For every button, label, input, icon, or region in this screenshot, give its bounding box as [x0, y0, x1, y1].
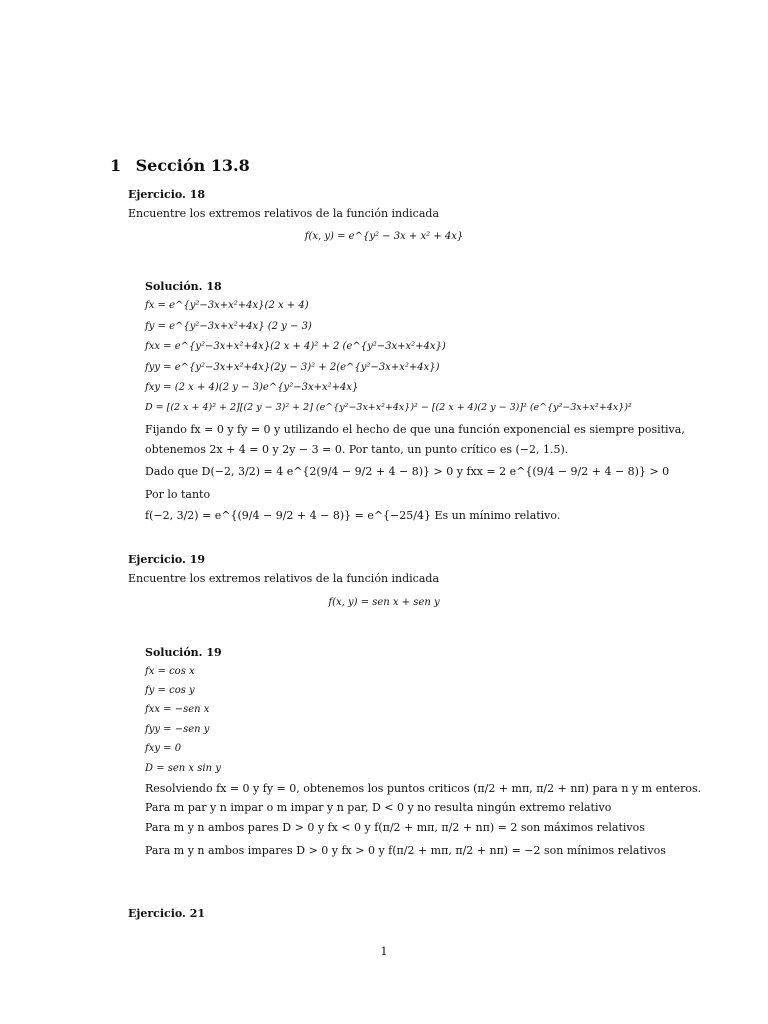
section-title: Sección 13.8	[135, 156, 250, 175]
exercise-21-label: Ejercicio. 21	[128, 907, 206, 920]
exercise-19-statement: Encuentre los extremos relativos de la función indicada	[128, 572, 440, 585]
solution-19-line: fyy = −sen y	[145, 724, 210, 735]
solution-18-line: fx = e^{y²−3x+x²+4x}(2 x + 4)	[145, 300, 309, 311]
solution-18-label: Solución. 18	[145, 280, 222, 293]
solution-19-line: D = sen x sin y	[145, 763, 221, 774]
solution-19-line: Para m y n ambos pares D > 0 y fx < 0 y f(π/2 + mπ, π/2 + nπ) = 2 son máximos relativos	[145, 821, 645, 834]
exercise-19-label: Ejercicio. 19	[128, 553, 206, 566]
solution-18-line: fy = e^{y²−3x+x²+4x} (2 y − 3)	[145, 321, 312, 332]
solution-18-line: fyy = e^{y²−3x+x²+4x}(2y − 3)² + 2(e^{y²−3x+x²+4x})	[145, 362, 440, 373]
solution-18-line: Dado que D(−2, 3/2) = 4 e^{2(9/4 − 9/2 + 4 − 8)} > 0 y fxx = 2 e^{(9/4 − 9/2 + 4 − 8)} > 0	[145, 465, 670, 478]
solution-19-line: fxy = 0	[145, 743, 182, 754]
page-number: 1	[380, 945, 388, 958]
section-number: 1	[110, 156, 122, 175]
section-heading	[110, 156, 250, 175]
solution-18-line: f(−2, 3/2) = e^{(9/4 − 9/2 + 4 − 8)} = e^{−25/4} Es un mínimo relativo.	[145, 509, 561, 522]
exercise-18-statement: Encuentre los extremos relativos de la función indicada	[128, 207, 440, 220]
solution-18-line: fxx = e^{y²−3x+x²+4x}(2 x + 4)² + 2 (e^{y²−3x+x²+4x})	[145, 341, 446, 352]
solution-19-line: fxx = −sen x	[145, 704, 210, 715]
solution-19-label: Solución. 19	[145, 646, 222, 659]
solution-19-line: Para m y n ambos impares D > 0 y fx > 0 y f(π/2 + mπ, π/2 + nπ) = −2 son mínimos relativos	[145, 844, 666, 857]
exercise-19-function: f(x, y) = sen x + sen y	[328, 597, 440, 608]
solution-19-line: Para m par y n impar o m impar y n par, D < 0 y no resulta ningún extremo relativo	[145, 801, 612, 814]
solution-18-line: Fijando fx = 0 y fy = 0 y utilizando el hecho de que una función exponencial es siempre positiva,	[145, 423, 685, 436]
solution-18-line: D = [(2 x + 4)² + 2][(2 y − 3)² + 2] (e^{y²−3x+x²+4x})² − [(2 x + 4)(2 y − 3)]² (e^{y²−3x+x²+4x})²	[145, 402, 632, 413]
solution-18-line: fxy = (2 x + 4)(2 y − 3)e^{y²−3x+x²+4x}	[145, 382, 359, 393]
solution-19-line: fy = cos y	[145, 685, 195, 696]
solution-18-line: obtenemos 2x + 4 = 0 y 2y − 3 = 0. Por tanto, un punto crítico es (−2, 1.5).	[145, 443, 569, 456]
solution-19-line: Resolviendo fx = 0 y fy = 0, obtenemos los puntos criticos (π/2 + mπ, π/2 + nπ) para n y m enteros.	[145, 782, 702, 795]
exercise-18-function: f(x, y) = e^{y² − 3x + x² + 4x}	[304, 231, 464, 242]
exercise-18-label: Ejercicio. 18	[128, 188, 206, 201]
solution-18-line: Por lo tanto	[145, 488, 211, 501]
solution-19-line: fx = cos x	[145, 666, 195, 677]
